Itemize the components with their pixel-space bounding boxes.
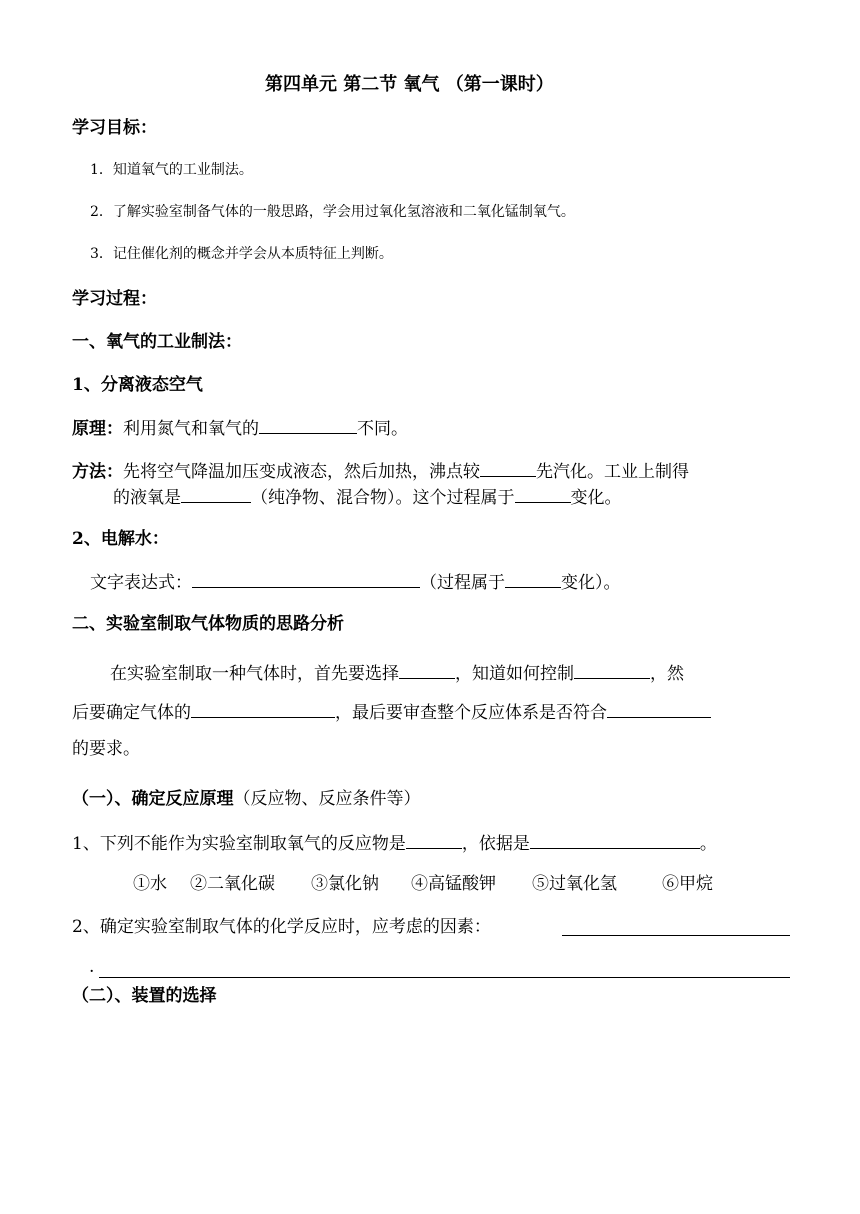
- blank-change-type-1[interactable]: [515, 485, 571, 503]
- method-text-e: 变化。: [570, 488, 622, 508]
- q1-text-c: 。: [699, 834, 717, 854]
- goals-heading: 学习目标：: [72, 118, 157, 138]
- option-1: ①水: [133, 874, 167, 894]
- goal-item-1: 1．知道氧气的工业制法。: [90, 162, 253, 178]
- part1-heading-line: [72, 788, 421, 810]
- para-text-f: 的要求。: [72, 739, 140, 759]
- method-text-c: 的液氧是: [113, 488, 181, 508]
- principle-text-b: 不同。: [357, 419, 408, 439]
- sub2-heading: 2、电解水：: [72, 529, 169, 549]
- goal-item-2: 2．了解实验室制备气体的一般思路，学会用过氧化氢溶液和二氧化锰制氧气。: [90, 204, 575, 220]
- expression-label: 文字表达式：: [90, 573, 192, 593]
- expression-text-a: （过程属于: [420, 573, 505, 593]
- section2-heading: 二、实验室制取气体物质的思路分析: [72, 614, 344, 634]
- question-1: [72, 831, 717, 855]
- para-text-e: ，最后要审查整个反应体系是否符合: [335, 703, 607, 723]
- blank-principle[interactable]: [259, 416, 357, 434]
- option-6: ⑥甲烷: [662, 874, 713, 894]
- part2-heading: （二）、装置的选择: [72, 986, 217, 1006]
- principle-text-a: 利用氮气和氧气的: [123, 419, 259, 439]
- blank-gas-property[interactable]: [191, 700, 335, 718]
- expression-text-b: 变化）。: [561, 573, 621, 593]
- expression-line: [90, 570, 621, 594]
- para-text-a: 在实验室制取一种气体时，首先要选择: [110, 664, 399, 684]
- para-text-b: ，知道如何控制: [455, 664, 574, 684]
- para-text-d: 后要确定气体的: [72, 703, 191, 723]
- q1-text-b: ，依据是: [461, 834, 530, 854]
- method-line-1: [72, 459, 689, 483]
- blank-change-type-2[interactable]: [505, 570, 561, 588]
- method-label: 方法：: [72, 462, 123, 482]
- blank-boiling-point[interactable]: [480, 459, 536, 477]
- blank-q2-factors-continued[interactable]: [99, 977, 790, 978]
- q2-dot: .: [89, 957, 95, 977]
- goal-item-3: 3．记住催化剂的概念并学会从本质特征上判断。: [90, 246, 393, 262]
- blank-q1-reactant[interactable]: [406, 831, 462, 849]
- blank-select[interactable]: [399, 661, 455, 679]
- principle-line: [72, 416, 408, 440]
- principle-label: 原理：: [72, 419, 123, 439]
- blank-q1-basis[interactable]: [530, 831, 700, 849]
- method-text-b: 先汽化。工业上制得: [536, 462, 689, 482]
- blank-requirement[interactable]: [607, 700, 711, 718]
- process-heading: 学习过程：: [72, 289, 157, 309]
- para-line-2: [72, 700, 711, 724]
- blank-control[interactable]: [574, 661, 650, 679]
- option-2: ②二氧化碳: [190, 874, 275, 894]
- option-3: ③氯化钠: [311, 874, 379, 894]
- part1-heading-note: （反应物、反应条件等）: [233, 789, 421, 809]
- method-line-2: [113, 485, 622, 509]
- question-2: 2、确定实验室制取气体的化学反应时，应考虑的因素：: [72, 917, 491, 937]
- option-4: ④高锰酸钾: [411, 874, 496, 894]
- blank-liquid-oxygen-type[interactable]: [181, 485, 251, 503]
- para-text-c: ，然: [650, 664, 684, 684]
- option-5: ⑤过氧化氢: [532, 874, 617, 894]
- method-text-d: （纯净物、混合物）。这个过程属于: [251, 488, 515, 508]
- para-line-1: [110, 661, 684, 685]
- part1-heading: （一）、确定反应原理: [72, 789, 234, 809]
- page-title: 第四单元 第二节 氧气 （第一课时）: [265, 74, 554, 95]
- q1-text-a: 1、下列不能作为实验室制取氧气的反应物是: [72, 834, 406, 854]
- blank-q2-factors[interactable]: [562, 935, 790, 936]
- section1-heading: 一、氧气的工业制法：: [72, 332, 242, 352]
- sub1-heading: 1、分离液态空气: [72, 375, 203, 395]
- method-text-a: 先将空气降温加压变成液态，然后加热，沸点较: [123, 462, 480, 482]
- blank-word-equation[interactable]: [192, 570, 420, 588]
